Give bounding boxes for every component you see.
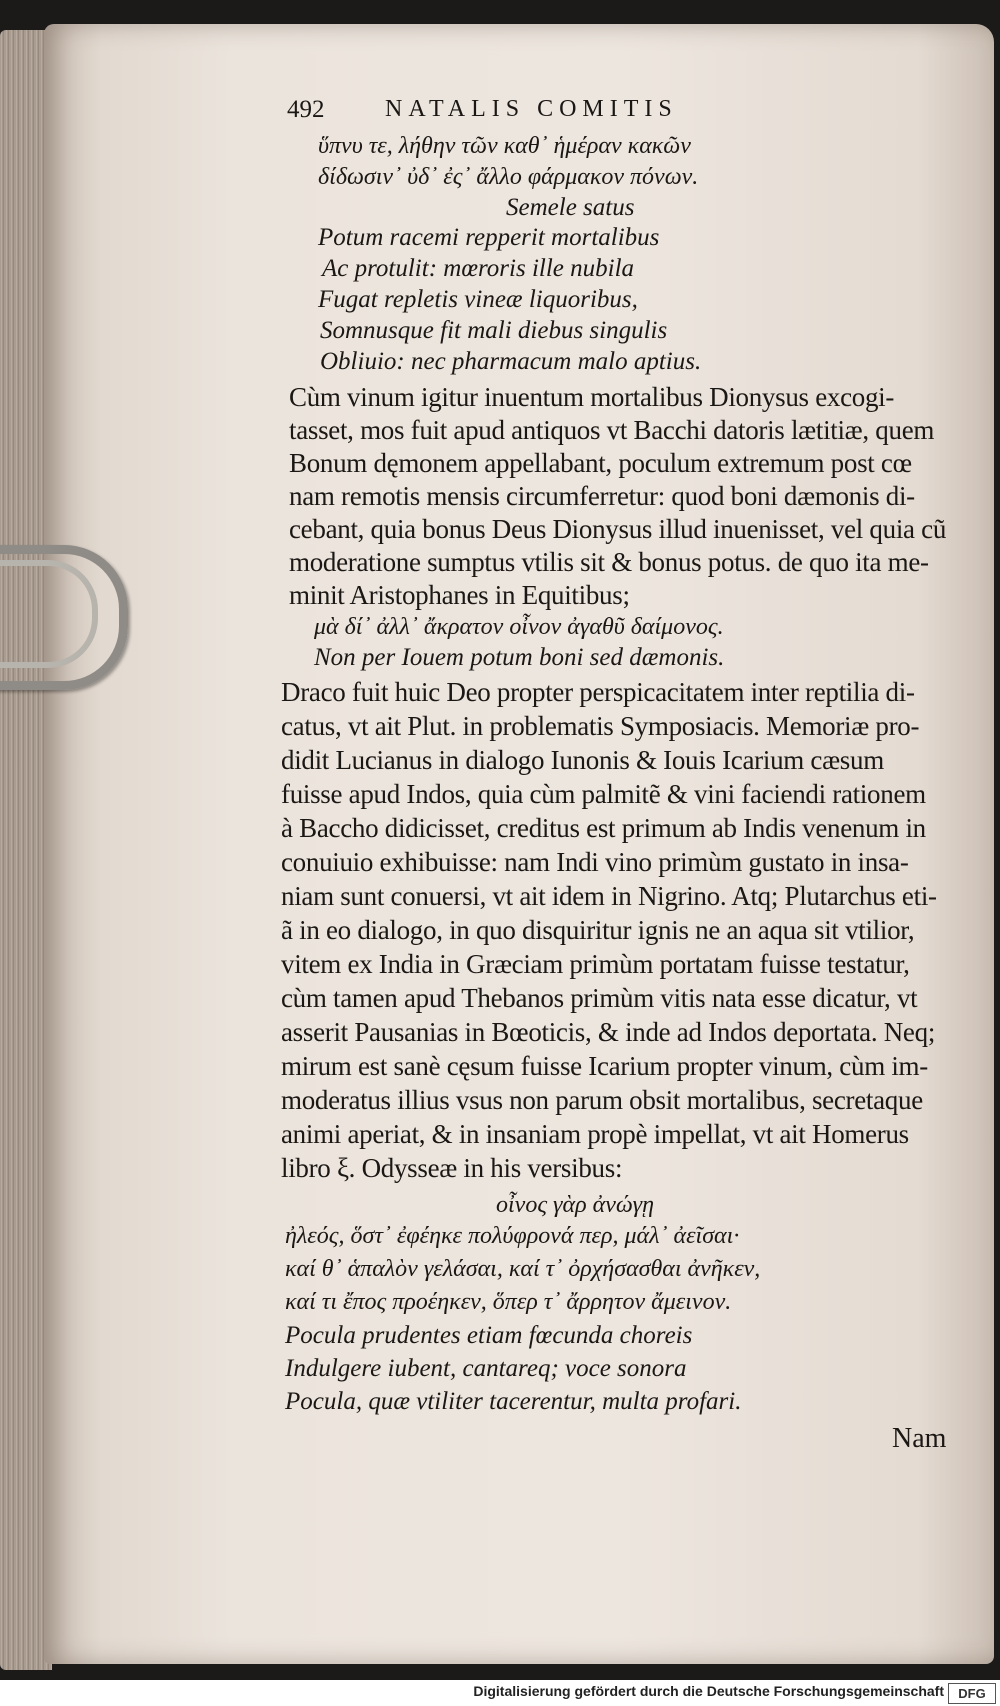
prose-line: Cùm vinum igitur inuentum mortalibus Dionysus excogi- xyxy=(289,382,895,412)
greek-verse-line: καί θ᾽ ἁπαλὸν γελάσαι, καί τ᾽ ὀρχήσασθαι ἀνῆκεν, xyxy=(285,1256,761,1282)
latin-verse-line: Somnusque fit mali diebus singulis xyxy=(320,317,668,344)
dfg-logo: DFG xyxy=(948,1683,996,1704)
latin-verse-line: Pocula, quæ vtiliter tacerentur, multa profari. xyxy=(285,1388,742,1415)
digitization-footer xyxy=(0,1680,1000,1706)
prose-line: catus, vt ait Plut. in problematis Symposiacis. Memoriæ pro- xyxy=(281,711,920,741)
running-title: NATALIS COMITIS xyxy=(385,96,678,122)
latin-verse-line: Ac protulit: mœroris ille nubila xyxy=(322,255,635,282)
prose-line: fuisse apud Indos, quia cùm palmitẽ & vini faciendi rationem xyxy=(281,779,926,809)
prose-line: Draco fuit huic Deo propter perspicacitatem inter reptilia di- xyxy=(281,677,915,707)
prose-line: nam remotis mensis circumferretur: quod boni dæmonis di- xyxy=(289,481,915,511)
greek-verse-line: ὕπνυ τε, λήθην τῶν καθ᾽ ἡμέραν κακῶν xyxy=(318,133,691,159)
prose-line: animi aperiat, & in insaniam propè impellat, vt ait Homerus xyxy=(281,1119,909,1149)
latin-verse-line: Indulgere iubent, cantareq; voce sonora xyxy=(285,1355,687,1382)
latin-verse-line: Fugat repletis vineæ liquoribus, xyxy=(318,286,638,313)
greek-verse-title: οἶνος γὰρ ἀνώγῃ xyxy=(496,1192,654,1218)
page-header xyxy=(287,96,777,132)
latin-verse-line: Potum racemi repperit mortalibus xyxy=(318,224,660,251)
greek-verse-line: δίδωσιν᾽ ὐδ᾽ ἐς᾽ ἄλλο φάρμακον πόνων. xyxy=(318,164,699,190)
prose-line: cebant, quia bonus Deus Dionysus illud inuenisset, vel quia cũ xyxy=(289,514,947,544)
greek-verse-line: καί τι ἔπος προέηκεν, ὅπερ τ᾽ ἄρρητον ἄμεινον. xyxy=(285,1289,732,1315)
prose-line: libro ξ. Odysseæ in his versibus: xyxy=(281,1153,623,1183)
latin-verse-line: Pocula prudentes etiam fœcunda choreis xyxy=(285,1322,693,1349)
prose-line: asserit Pausanias in Bœoticis, & inde ad Indos deportata. Neq; xyxy=(281,1017,936,1047)
prose-line: ã in eo dialogo, in quo disquiritur ignis ne an aqua sit vtilior, xyxy=(281,915,915,945)
funding-credit: Digitalisierung gefördert durch die Deutsche Forschungsgemeinschaft xyxy=(473,1683,944,1699)
prose-line: conuiuio exhibuisse: nam Indi vino primùm gustato in insa- xyxy=(281,847,909,877)
paper-clip-inner-icon xyxy=(0,560,98,668)
prose-line: moderatione sumptus vtilis sit & bonus potus. de quo ita me- xyxy=(289,547,929,577)
prose-line: moderatus illius vsus non parum obsit mortalibus, secretaque xyxy=(281,1085,923,1115)
verse-title: Semele satus xyxy=(506,194,635,221)
greek-quote: μὰ δί᾽ ἀλλ᾽ ἄκρατον οἶνον ἀγαθῦ δαίμονος. xyxy=(314,614,724,640)
prose-line: Bonum dęmonem appellabant, poculum extremum post cœ xyxy=(289,448,912,478)
greek-verse-line: ἠλεός, ὅστ᾽ ἐφέηκε πολύφρονά περ, μάλ᾽ ἀεῖσαι· xyxy=(285,1223,740,1249)
prose-line: niam sunt conuersi, vt ait idem in Nigrino. Atq; Plutarchus eti- xyxy=(281,881,937,911)
catchword: Nam xyxy=(892,1423,947,1454)
prose-line: cùm tamen apud Thebanos primùm vitis nata esse dicatur, vt xyxy=(281,983,918,1013)
prose-line: vitem ex India in Græciam primùm portatam fuisse testatur, xyxy=(281,949,910,979)
prose-line: mirum est sanè cęsum fuisse Icarium propter vinum, cùm im- xyxy=(281,1051,928,1081)
prose-line: tasset, mos fuit apud antiquos vt Bacchi datoris lætitiæ, quem xyxy=(289,415,935,445)
prose-line: à Baccho didicisset, creditus est primum ab Indis venenum in xyxy=(281,813,926,843)
page-number: 492 xyxy=(287,96,325,123)
latin-quote: Non per Iouem potum boni sed dæmonis. xyxy=(314,644,725,671)
latin-verse-line: Obliuio: nec pharmacum malo aptius. xyxy=(320,348,702,375)
prose-line: minit Aristophanes in Equitibus; xyxy=(289,580,630,610)
prose-line: didit Lucianus in dialogo Iunonis & Iouis Icarium cæsum xyxy=(281,745,884,775)
